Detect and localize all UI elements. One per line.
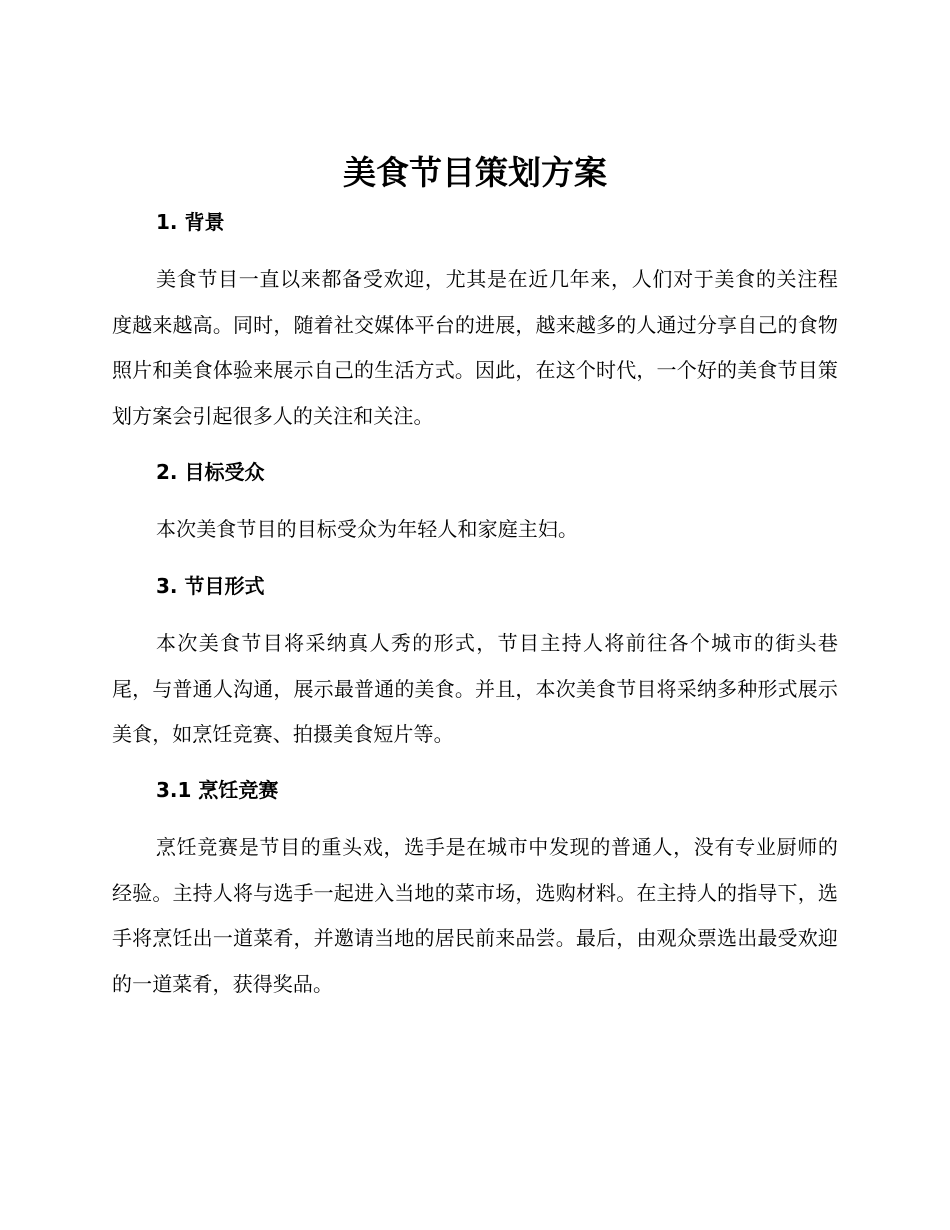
section-body-program-format: 本次美食节目将采纳真人秀的形式，节目主持人将前往各个城市的街头巷尾，与普通人沟通，展示最普通的美食。并且，本次美食节目将采纳多种形式展示美食，如烹饪竞赛、拍摄美食短片等。 [112, 631, 838, 746]
section-heading-target-audience: 2. 目标受众 [156, 460, 265, 484]
section-heading-background: 1. 背景 [156, 210, 225, 234]
section-heading-cooking-contest: 3.1 烹饪竞赛 [156, 778, 279, 802]
document-title: 美食节目策划方案 [343, 153, 607, 192]
section-body-background: 美食节目一直以来都备受欢迎，尤其是在近几年来，人们对于美食的关注程度越来越高。同时，随着社交媒体平台的进展，越来越多的人通过分享自己的食物照片和美食体验来展示自己的生活方式。因此，在这个时代，一个好的美食节目策划方案会引起很多人的关注和关注。 [112, 267, 838, 428]
section-body-cooking-contest: 烹饪竞赛是节目的重头戏，选手是在城市中发现的普通人，没有专业厨师的经验。主持人将与选手一起进入当地的菜市场，选购材料。在主持人的指导下，选手将烹饪出一道菜肴，并邀请当地的居民前来品尝。最后，由观众票选出最受欢迎的一道菜肴，获得奖品。 [112, 835, 838, 996]
section-heading-program-format: 3. 节目形式 [156, 574, 265, 598]
section-body-target-audience: 本次美食节目的目标受众为年轻人和家庭主妇。 [156, 517, 579, 541]
